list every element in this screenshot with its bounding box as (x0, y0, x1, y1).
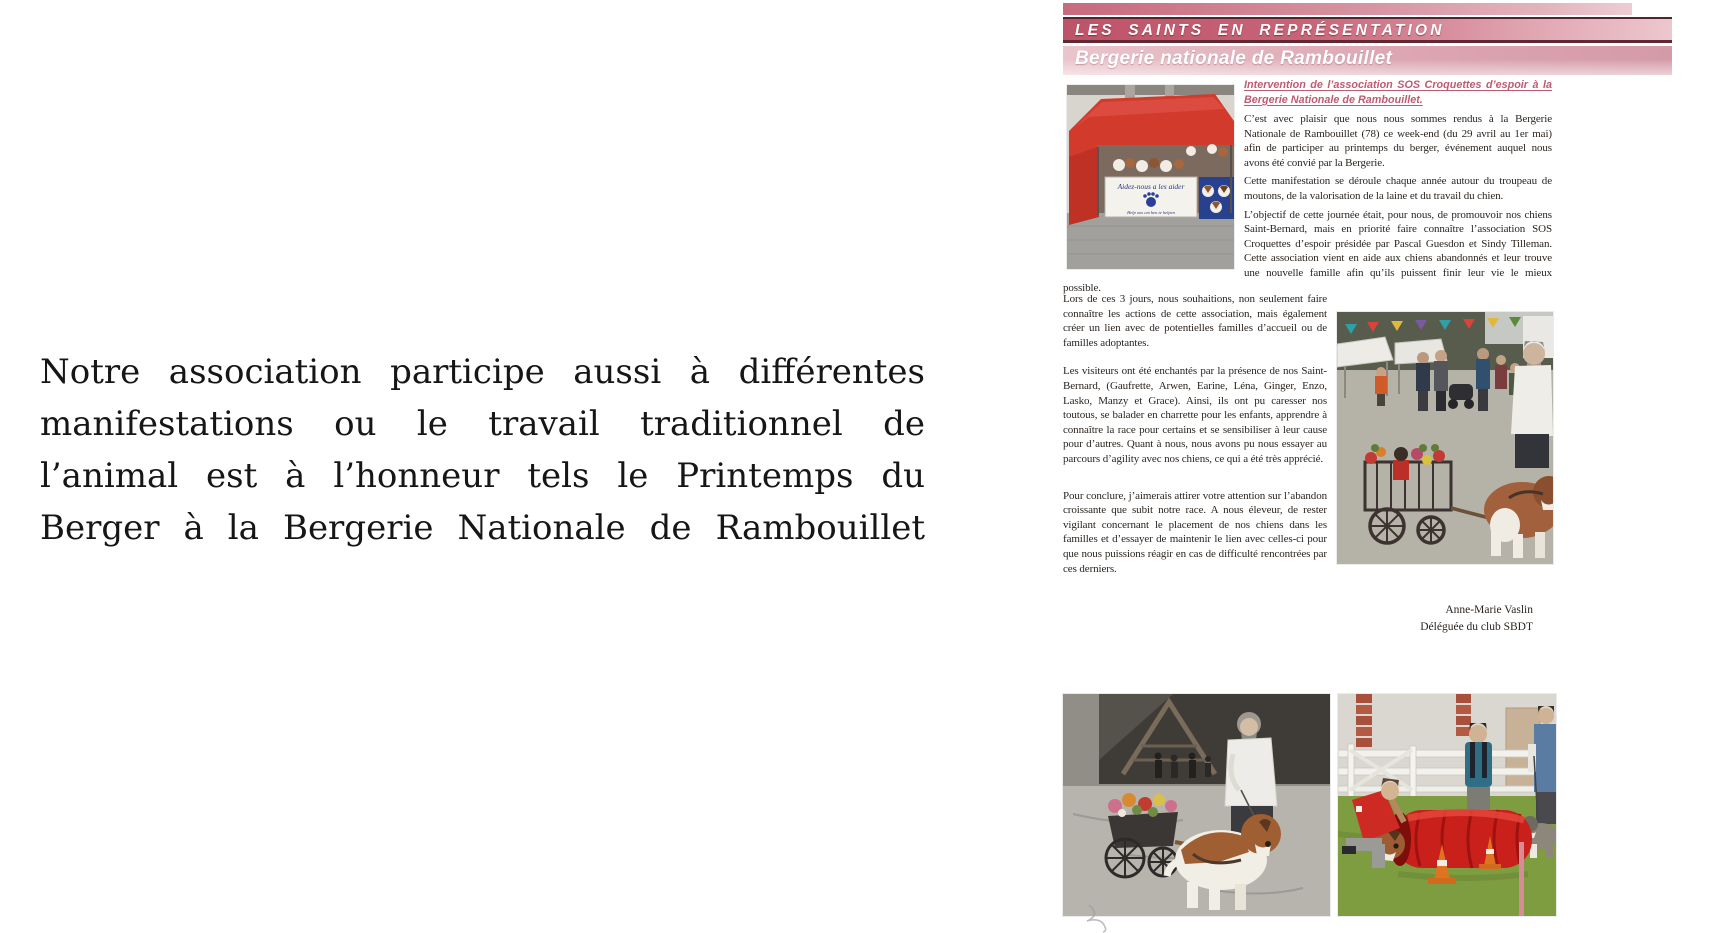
signature-block (1063, 602, 1553, 636)
paragraph-1: C’est avec plaisir que nous nous sommes rendus à la Bergerie Nationale de Rambouillet (78) ce week-end (du 29 avril au 1er mai) afin de participer au printemps du berger, événement auquel nous avons été convié par la Bergerie. (1244, 113, 1552, 169)
paragraph-6: Pour conclure, j’aimerais attirer votre attention sur l’abandon croissante que subit notre race. A nous éleveur, de rester vigilant concernant le placement de nos chiens dans les familles et d’essayer de maintenir le lien avec celles-ci pour que nous puissions réagir en cas de difficulté rencontrées par ces derniers. (1063, 489, 1327, 575)
paragraph-4: Lors de ces 3 jours, nous souhaitions, non seulement faire connaître les actions de cette association, mais également créer un lien avec de potentielles familles d’accueil ou de familles adoptantes. (1063, 293, 1327, 349)
kicker-band (1063, 17, 1672, 43)
left-text-line: Berger à la Bergerie Nationale de Rambouillet (40, 508, 925, 548)
intro-heading: Intervention de l’association SOS Croquettes d’espoir à la Bergerie Nationale de Rambouillet. (1244, 79, 1552, 106)
red-tunnel (1389, 810, 1532, 868)
left-text-line: Notre association participe aussi à différentes (40, 352, 925, 392)
paragraph-3: L’objectif de cette journée était, pour nous, de promouvoir nos chiens Saint-Bernard, mais en priorité faire connaître l’association SOS Croquettes d’espoir présidée par Pascal Guesdon et Sindy Tilleman. Cette association vient en aide aux chiens abandonnés et leur trouve une nouvelle famille afin qu’ils puissent finir leur vie le mieux possible. (1063, 208, 1552, 294)
photo-dog-cart-walk (1063, 694, 1330, 916)
paragraph-2: Cette manifestation se déroule chaque année autour du troupeau de moutons, de la valorisation de la laine et du travail du chien. (1244, 175, 1552, 202)
dog-cart-walk-illustration (1063, 694, 1330, 916)
paragraph-5: Les visiteurs ont été enchantés par la présence de nos Saint-Bernard, (Gaufrette, Arwen, Earine, Léna, Ginger, Enzo, Lasko, Manzy et Grace). Ainsi, ils ont pu caresser nos toutous, se balader en charrette pour les enfants, apprendre à connaître la race pour certains et se sensibiliser à leur cause pour d’autres. Quant à nous, nous avons pu nous essayer au parcours d’agility avec nos chiens, ce qui a été très apprécié. (1063, 365, 1327, 465)
white-fence (1338, 744, 1556, 798)
left-text-line: manifestations ou le travail traditionnel de (40, 404, 925, 444)
photo-dog-cart-crowd (1337, 312, 1553, 564)
page-top-strip (1063, 3, 1632, 15)
left-text-line: l’animal est à l’honneur tels le Printemps du (40, 456, 925, 496)
article-top-section (1063, 76, 1552, 299)
photo-agility-tunnel (1338, 694, 1556, 916)
signature-name: Anne-Marie Vaslin (1445, 604, 1533, 617)
left-page-text (40, 346, 925, 554)
banner-text: Aidez-nous a les aider (1117, 182, 1185, 191)
article-middle-section (1063, 292, 1553, 636)
blue-banner (1199, 177, 1234, 219)
white-banner (1105, 177, 1197, 217)
signature-role: Déléguée du club SBDT (1420, 621, 1533, 634)
dog-cart-crowd-illustration (1337, 312, 1553, 564)
page-title: Bergerie nationale de Rambouillet (1075, 48, 1393, 69)
kicker-text: LES SAINTS EN REPRÉSENTATION (1075, 22, 1445, 39)
scan-smudge-mark (1081, 903, 1115, 933)
sos-stand-illustration (1067, 85, 1234, 269)
agility-tunnel-illustration (1338, 694, 1556, 916)
photo-sos-stand (1067, 85, 1234, 269)
article-page (1063, 0, 1675, 932)
banner-subtext: Help ons om hen te helpen (1127, 210, 1175, 215)
title-band (1063, 46, 1672, 75)
